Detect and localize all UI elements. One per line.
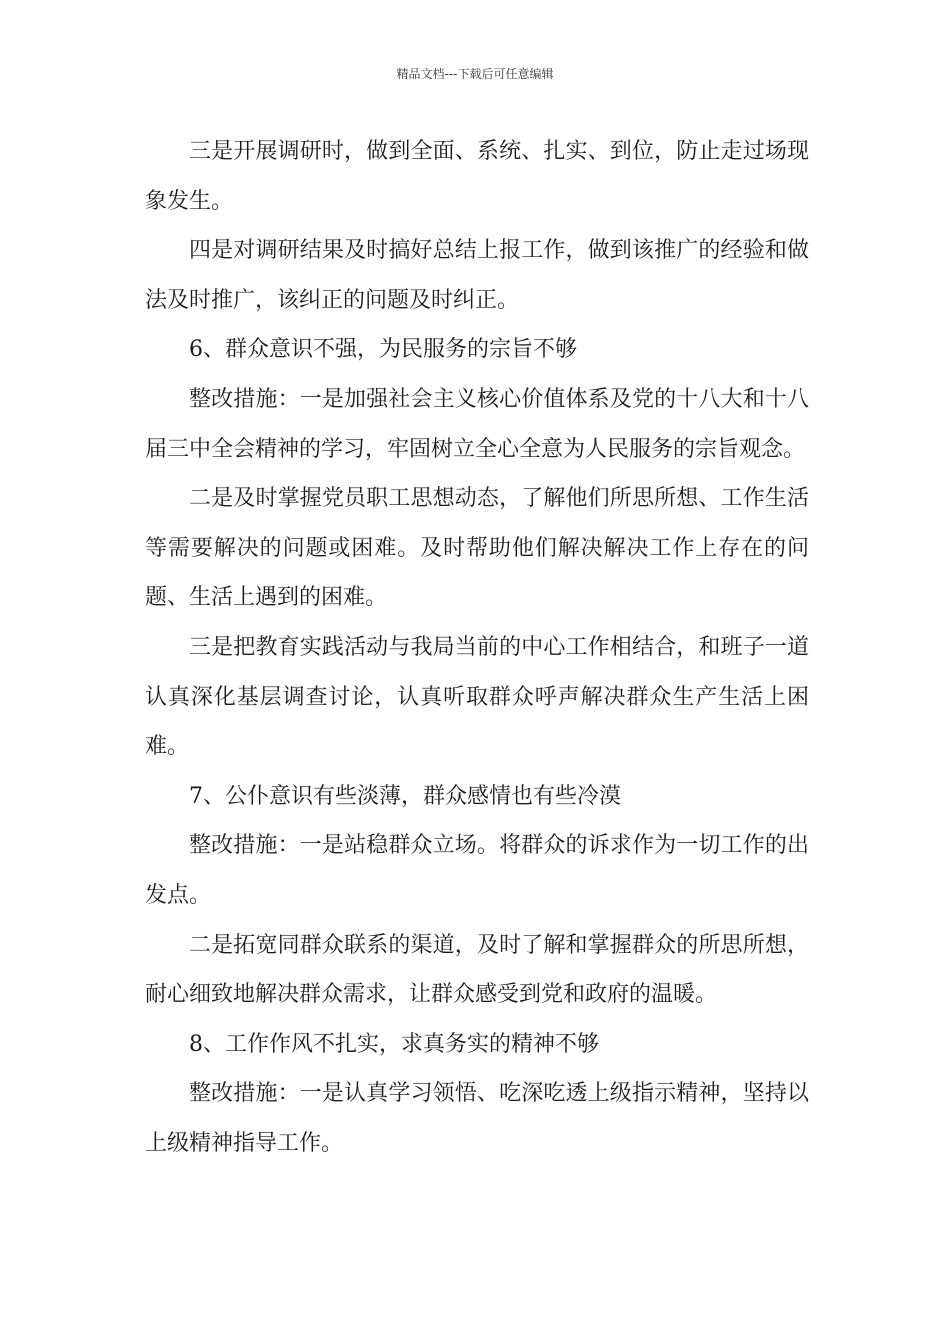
section-heading-8: 8、工作作风不扎实，求真务实的精神不够 <box>189 1031 599 1057</box>
section-heading-7: 7、公仆意识有些淡薄，群众感情也有些冷漠 <box>189 783 621 809</box>
paragraph-7: 二是拓宽同群众联系的渠道，及时了解和掌握群众的所思所想，耐心细致地解决群众需求，让群众感受到党和政府的温暖。 <box>145 932 809 1008</box>
page-header: 精品文档---下载后可任意编辑 <box>396 67 554 81</box>
paragraph-8: 整改措施：一是认真学习领悟、吃深吃透上级指示精神，坚持以上级精神指导工作。 <box>145 1081 809 1156</box>
document-body <box>145 127 809 1168</box>
paragraph-1: 三是开展调研时，做到全面、系统、扎实、到位，防止走过场现象发生。 <box>145 139 809 214</box>
paragraph-2: 四是对调研结果及时搞好总结上报工作，做到该推广的经验和做法及时推广，该纠正的问题及时纠正。 <box>145 238 809 313</box>
section-heading-6: 6、群众意识不强，为民服务的宗旨不够 <box>189 337 577 363</box>
paragraph-5: 三是把教育实践活动与我局当前的中心工作相结合，和班子一道认真深化基层调查讨论，认真听取群众呼声解决群众生产生活上困难。 <box>145 634 809 760</box>
paragraph-3: 整改措施：一是加强社会主义核心价值体系及党的十八大和十八届三中全会精神的学习，牢固树立全心全意为人民服务的宗旨观念。 <box>145 386 809 462</box>
paragraph-6: 整改措施：一是站稳群众立场。将群众的诉求作为一切工作的出发点。 <box>145 833 809 908</box>
paragraph-4: 二是及时掌握党员职工思想动态，了解他们所思所想、工作生活等需要解决的问题或困难。及时帮助他们解决解决工作上存在的问题、生活上遇到的困难。 <box>145 486 809 611</box>
